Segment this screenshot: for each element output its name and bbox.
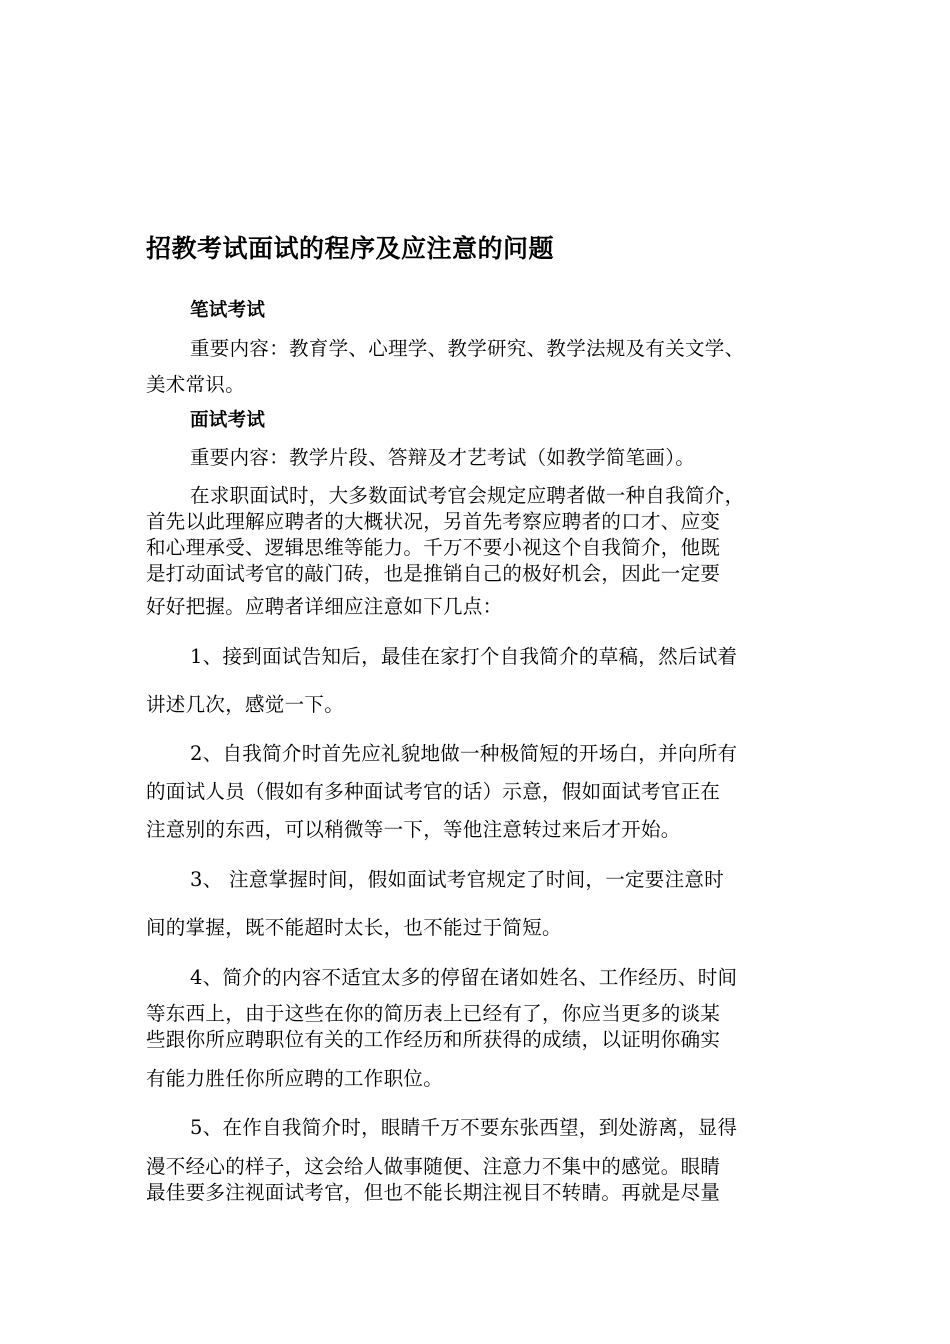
- list-item-line: 5、在作自我简介时，眼睛千万不要东张西望，到处游离，显得: [190, 1116, 738, 1139]
- list-item-line: 2、自我简介时首先应礼貌地做一种极简短的开场白，并向所有: [190, 742, 738, 765]
- paragraph-line: 好好把握。应聘者详细应注意如下几点：: [146, 595, 503, 618]
- section-heading-interview-exam: 面试考试: [190, 410, 266, 431]
- list-item-line: 间的掌握，既不能超时太长，也不能过于简短。: [146, 916, 562, 939]
- paragraph-line: 美术常识。: [146, 373, 246, 396]
- paragraph-line: 首先以此理解应聘者的大概状况，另首先考察应聘者的口才、应变: [146, 510, 721, 533]
- section-heading-written-exam: 笔试考试: [190, 300, 266, 321]
- paragraph-line: 重要内容：教育学、心理学、教学研究、教学法规及有关文学、: [190, 337, 745, 360]
- paragraph-line: 是打动面试考官的敲门砖，也是推销自己的极好机会，因此一定要: [146, 562, 721, 585]
- document-title: 招教考试面试的程序及应注意的问题: [146, 234, 555, 263]
- list-item-line: 的面试人员（假如有多种面试考官的话）示意，假如面试考官正在: [146, 780, 721, 803]
- list-item-line: 有能力胜任你所应聘的工作职位。: [146, 1067, 444, 1090]
- paragraph-line: 重要内容：教学片段、答辩及才艺考试（如教学简笔画）。: [190, 446, 696, 469]
- list-item-line: 最佳要多注视面试考官，但也不能长期注视目不转睛。再就是尽量: [146, 1181, 721, 1204]
- list-item-line: 3、 注意掌握时间，假如面试考官规定了时间，一定要注意时: [190, 868, 725, 891]
- list-item-line: 讲述几次，感觉一下。: [146, 693, 345, 716]
- list-item-line: 4、简介的内容不适宜太多的停留在诸如姓名、工作经历、时间: [190, 966, 738, 989]
- paragraph-line: 在求职面试时，大多数面试考官会规定应聘者做一种自我简介，: [190, 484, 745, 507]
- list-item-line: 1、接到面试告知后，最佳在家打个自我简介的草稿，然后试着: [190, 645, 738, 668]
- list-item-line: 些跟你所应聘职位有关的工作经历和所获得的成绩，以证明你确实: [146, 1028, 721, 1051]
- paragraph-line: 和心理承受、逻辑思维等能力。千万不要小视这个自我简介，他既: [146, 536, 721, 559]
- list-item-line: 注意别的东西，可以稍微等一下，等他注意转过来后才开始。: [146, 818, 681, 841]
- list-item-line: 漫不经心的样子，这会给人做事随便、注意力不集中的感觉。眼睛: [146, 1155, 721, 1178]
- list-item-line: 等东西上，由于这些在你的简历表上已经有了，你应当更多的谈某: [146, 1002, 721, 1025]
